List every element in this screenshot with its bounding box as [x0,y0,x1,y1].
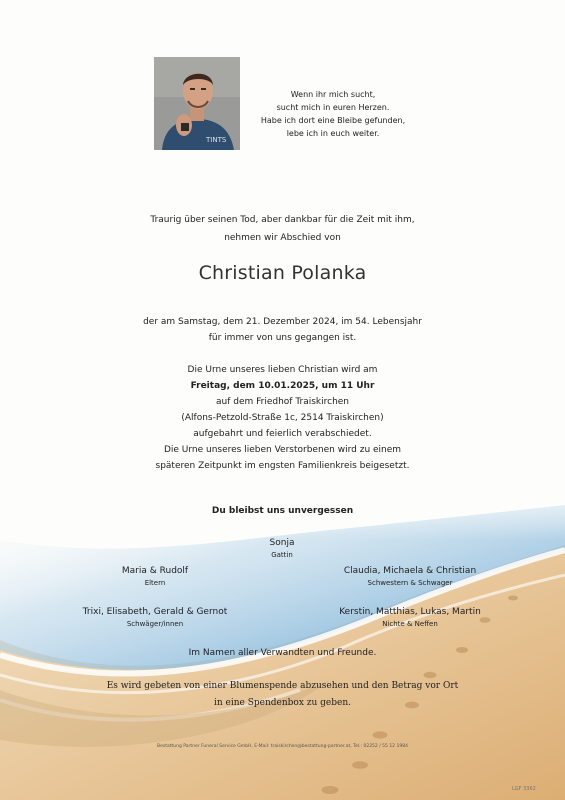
ceremony-line: (Alfons-Petzold-Straße 1c, 2514 Traiskirchen) [181,413,384,423]
ceremony-line: späteren Zeitpunkt im engsten Familienkreis beigesetzt. [155,461,410,471]
intro-line: Traurig über seinen Tod, aber dankbar für die Zeit mit ihm, [150,215,415,225]
mourners-heading: Du bleibst uns unvergessen [211,506,354,516]
memorial-poem [258,88,408,140]
ceremony-line: auf dem Friedhof Traiskirchen [215,397,350,407]
mourner-entry [330,565,490,589]
mourner-relation: Schwäger/innen [126,620,184,628]
portrait-photo [154,57,240,150]
ceremony-date-time: Freitag, dem 10.01.2025, um 11 Uhr [190,381,375,391]
mourner-entry [232,537,332,561]
poem-line: Habe ich dort eine Bleibe gefunden, [260,116,406,125]
ceremony-details [80,362,485,474]
mourner-entry [95,565,215,589]
death-notice-line: für immer von uns gegangen ist. [208,333,357,343]
ceremony-line: aufgebahrt und feierlich verabschiedet. [193,429,372,439]
mourner-names: Kerstin, Matthias, Lukas, Martin [339,607,481,617]
death-notice [80,314,485,346]
deceased-name: Christian Polanka [198,262,367,284]
mourner-relation: Nichte & Neffen [382,620,438,628]
poem-line: lebe ich in euch weiter. [286,129,380,138]
poem-line: sucht mich in euren Herzen. [276,103,390,112]
mourner-names: Claudia, Michaela & Christian [343,566,477,576]
donation-line: in eine Spendenbox zu geben. [213,698,351,708]
funeral-service-footer: Bestattung Partner Funeral Service GmbH, E-Mail: traiskirchen@bestattung-partner.at, Tel.: 02252 / 55 12 1984 [157,744,408,749]
poem-line: Wenn ihr mich sucht, [290,90,376,99]
intro-text [100,211,465,247]
mourner-names: Sonja [269,538,295,548]
death-notice-line: der am Samstag, dem 21. Dezember 2024, im 54. Lebensjahr [143,317,422,327]
mourner-relation: Schwestern & Schwager [367,579,453,587]
mourner-entry [80,606,230,630]
template-code: LGF 3362 [512,786,536,792]
ceremony-line: Die Urne unseres lieben Verstorbenen wird zu einem [163,445,402,455]
donation-request [80,678,485,712]
mourner-entry [325,606,495,630]
donation-line: Es wird gebeten von einer Blumenspende abzusehen und den Betrag vor Ort [106,681,459,691]
ceremony-line: Die Urne unseres lieben Christian wird am [187,365,378,375]
mourner-names: Trixi, Elisabeth, Gerald & Gernot [82,607,228,617]
mourner-relation: Eltern [144,579,166,587]
intro-line: nehmen wir Abschied von [224,233,341,243]
mourner-names: Maria & Rudolf [121,566,189,576]
mourner-relation: Gattin [271,551,293,559]
svg-text:TINTS: TINTS [206,136,227,144]
closing-line: Im Namen aller Verwandten und Freunde. [188,648,377,658]
